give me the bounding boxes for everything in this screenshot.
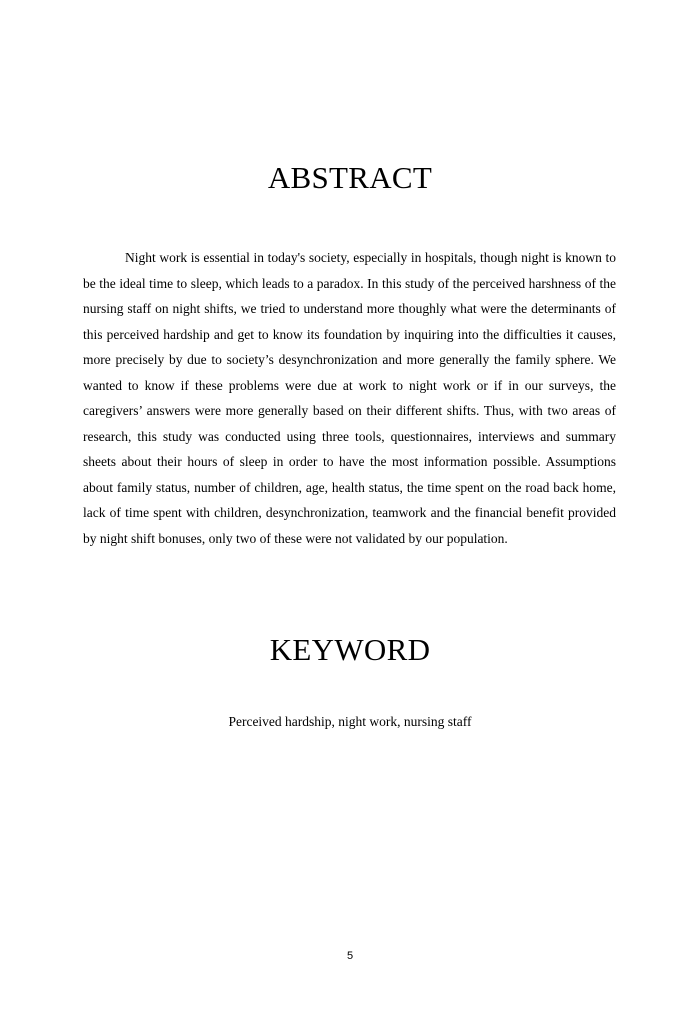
page-number: 5 [346,950,354,962]
keyword-heading: KEYWORD [269,632,431,667]
keyword-list: Perceived hardship, night work, nursing staff [228,714,472,729]
abstract-paragraph: Night work is essential in today's society, especially in hospitals, though night is known to be the ideal time to sleep, which leads to a paradox. In this study of the perceived harshness of the nursing staff on night shifts, we tried to understand more thoughly what were the determinants of this perceived hardship and get to know its foundation by inquiring into the difficulties it causes, more precisely by due to society’s desynchronization and more generally the family sphere. We wanted to know if these problems were due at work to night work or if in our surveys, the caregivers’ answers were more generally based on their different shifts. Thus, with two areas of research, this study was conducted using three tools, questionnaires, interviews and summary sheets about their hours of sleep in order to have the most information possible. Assumptions about family status, number of children, age, health status, the time spent on the road back home, lack of time spent with children, desynchronization, teamwork and the financial benefit provided by night shift bonuses, only two of these were not validated by our population. [83,250,616,546]
abstract-heading: ABSTRACT [267,160,433,195]
